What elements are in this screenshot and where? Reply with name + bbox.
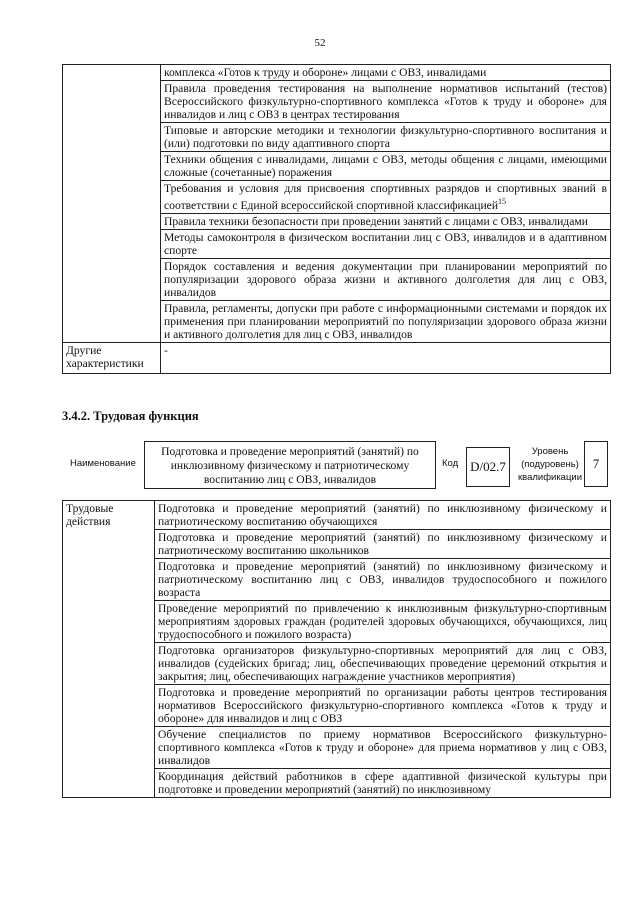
action-item: Подготовка и проведение мероприятий (занятий) по инклюзивному физическому и патриотическому воспитанию лиц с ОВЗ, инвалидов трудоспособного и пожилого возраста <box>155 559 611 601</box>
code-label: Код <box>442 458 459 469</box>
knowledge-item-text: Требования и условия для присвоения спортивных разрядов и спортивных званий в соответствии с Единой всероссийской спортивной классификацией <box>164 182 607 212</box>
table-row <box>63 342 611 373</box>
name-label: Наименование <box>70 458 136 469</box>
other-characteristics-label: Другие характеристики <box>63 342 161 373</box>
knowledge-item <box>161 181 611 214</box>
knowledge-item: комплекса «Готов к труду и обороне» лицами с ОВЗ, инвалидами <box>161 65 611 81</box>
page-number: 52 <box>314 37 326 49</box>
footnote-ref: 15 <box>498 197 507 206</box>
knowledge-item: Правила, регламенты, допуски при работе с информационными системами и порядок их применения при планировании мероприятий по популяризации здорового образа жизни и активного долголетия для лиц с ОВЗ, инвалидов <box>161 300 611 342</box>
action-item: Подготовка организаторов физкультурно-спортивных мероприятий для лиц с ОВЗ, инвалидов (судейских бригад; лиц, обеспечивающих проведение церемоний открытия и закрытия; лиц, обеспечивающих награждение участников мероприятия) <box>155 643 611 685</box>
knowledge-item: Правила проведения тестирования на выполнение нормативов испытаний (тестов) Всероссийского физкультурно-спортивного комплекса «Готов к труду и обороне» для инвалидов и лиц с ОВЗ в центрах тестирования <box>161 81 611 123</box>
actions-table <box>62 500 611 798</box>
knowledge-item: Техники общения с инвалидами, лицами с ОВЗ, методы общения с лицами, имеющими сложные (сочетанные) поражения <box>161 152 611 181</box>
other-characteristics-value: - <box>161 342 611 373</box>
knowledge-item: Правила техники безопасности при проведении занятий с лицами с ОВЗ, инвалидами <box>161 213 611 229</box>
empty-label-cell <box>63 65 161 343</box>
action-item: Обучение специалистов по приему нормативов Всероссийского физкультурно-спортивного комплекса «Готов к труду и обороне» для приема нормативов у лиц с ОВЗ, инвалидов <box>155 727 611 769</box>
knowledge-item: Методы самоконтроля в физическом воспитании лиц с ОВЗ, инвалидов и в адаптивном спорте <box>161 229 611 258</box>
action-item: Проведение мероприятий по привлечению к инклюзивным физкультурно-спортивным мероприятиям здоровых граждан (родителей здоровых обучающихся, обучающихся, лиц трудоспособного и пожилого возраста) <box>155 601 611 643</box>
action-item: Подготовка и проведение мероприятий (занятий) по инклюзивному физическому и патриотическому воспитанию школьников <box>155 530 611 559</box>
table-row <box>63 65 611 81</box>
table-row <box>63 501 611 530</box>
code-value-box: D/02.7 <box>466 447 510 487</box>
knowledge-item: Порядок составления и ведения документации при планировании мероприятий по популяризации здорового образа жизни и активного долголетия для лиц с ОВЗ, инвалидов <box>161 258 611 300</box>
knowledge-table <box>62 64 611 374</box>
action-item: Подготовка и проведение мероприятий по организации работы центров тестирования нормативов Всероссийского физкультурно-спортивного комплекса «Готов к труду и обороне» для инвалидов и лиц с ОВЗ <box>155 685 611 727</box>
knowledge-item: Типовые и авторские методики и технологии физкультурно-спортивного воспитания и (или) подготовки по виду адаптивного спорта <box>161 123 611 152</box>
section-title: 3.4.2. Трудовая функция <box>62 409 199 423</box>
action-item: Подготовка и проведение мероприятий (занятий) по инклюзивному физическому и патриотическому воспитанию обучающихся <box>155 501 611 530</box>
actions-label: Трудовые действия <box>63 501 155 798</box>
level-value-box: 7 <box>584 441 608 487</box>
function-header <box>62 441 622 489</box>
function-name-box: Подготовка и проведение мероприятий (занятий) по инклюзивному физическому и патриотическому воспитанию лиц с ОВЗ, инвалидов <box>144 441 436 489</box>
level-label: Уровень (подуровень) квалификации <box>517 446 583 483</box>
action-item: Координация действий работников в сфере адаптивной физической культуры при подготовке и проведении мероприятий (занятий) по инклюзивному <box>155 769 611 798</box>
